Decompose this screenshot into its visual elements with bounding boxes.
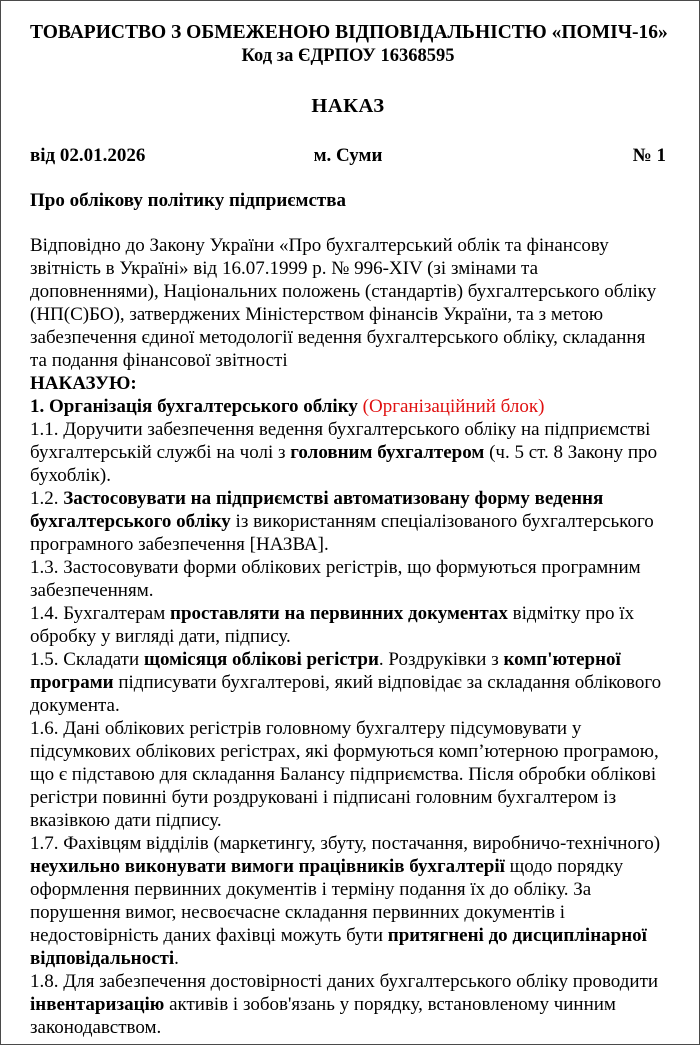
item-1-3 [30, 556, 666, 602]
text-run: 1.8. Для забезпечення достовірності даних бухгалтерського обліку проводити [30, 971, 659, 992]
item-1-1 [30, 418, 666, 487]
text-run: 1.6. Дані облікових регістрів головному бухгалтеру підсумовувати у підсумкових облікових регістрах, які формуються комп’ютерною програмою, що є підставою для складання Балансу підприємства. Після обробки облікові регістри повинні бути роздруковані і підписані головним бухгалтером із вказівкою дати підпису. [30, 718, 659, 831]
text-run: 1.1. Доручити забезпечення ведення бухгалтерського обліку на підприємстві бухгалтерській службі на чолі з [30, 419, 651, 463]
document-city: м. Суми [313, 145, 383, 166]
item-1-5 [30, 648, 666, 717]
document-subject: Про облікову політику підприємства [30, 190, 346, 211]
item-1-8 [30, 970, 666, 1039]
text-run: 1.5. Складати [30, 649, 144, 670]
item-1-2 [30, 487, 666, 556]
doc-body [30, 234, 666, 1039]
text-run: неухильно виконувати вимоги працівників бухгалтерії [30, 856, 505, 877]
document-number: № 1 [632, 145, 666, 166]
text-run: . [174, 948, 179, 969]
text-run: . Роздруківки з [378, 649, 504, 670]
intro-paragraph [30, 234, 666, 372]
text-run: відмітку про їх обробку у вигляді дати, підпису. [30, 603, 635, 647]
item-1-6 [30, 717, 666, 832]
text-run: притягнені до дисциплінарної відповідальності [30, 925, 647, 969]
document-date: від 02.01.2026 [30, 145, 146, 166]
item-1-7 [30, 832, 666, 970]
document-type-title: НАКАЗ [311, 95, 385, 117]
company-name: ТОВАРИСТВО З ОБМЕЖЕНОЮ ВІДПОВІДАЛЬНІСТЮ «ПОМІЧ-16» [30, 22, 668, 43]
text-run: 1.4. Бухгалтерам [30, 603, 171, 624]
text-run: щомісяця облікові регістри [143, 649, 379, 670]
document-meta-row [30, 144, 666, 167]
edrpou-code: Код за ЄДРПОУ 16368595 [241, 46, 455, 66]
text-run: 1.2. [30, 488, 64, 509]
text-run: 1.3. Застосовувати форми облікових регістрів, що формуються програмним забезпеченням. [30, 557, 641, 601]
text-run: інвентаризацію [30, 994, 165, 1015]
text-run: 1. Організація бухгалтерського обліку [30, 396, 358, 417]
text-run: активів і зобов'язань у порядку, встановленому чинним законодавством. [30, 994, 616, 1038]
text-run: НАКАЗУЮ: [30, 373, 137, 394]
item-1-4 [30, 602, 666, 648]
section-1-heading [30, 395, 666, 418]
text-run: головним бухгалтером [290, 442, 485, 463]
text-run: із використанням спеціалізованого бухгалтерського програмного забезпечення [НАЗВА]. [30, 511, 654, 555]
text-run: (ч. 5 ст. 8 Закону про бухоблік). [30, 442, 658, 486]
text-run: проставляти на первинних документах [170, 603, 508, 624]
text-run: 1.7. Фахівцям відділів (маркетингу, збуту, постачання, виробничо-технічного) [30, 833, 661, 854]
text-run: Відповідно до Закону України «Про бухгалтерський облік та фінансову звітність в Україні» від 16.07.1999 р. № 996-XIV (зі змінами та доповненнями), Національних положень (стандартів) бухгалтерського обліку (НП(С)БО), затверджених Міністерством фінансів України, та з метою забезпечення єдиної методології ведення бухгалтерського обліку, складання та подання фінансової звітності [30, 235, 657, 371]
text-run: щодо порядку оформлення первинних документів і терміну подання їх до обліку. За порушення вимог, несвоєчасне складання первинних документів і недостовірність даних фахівці можуть бути [30, 856, 624, 946]
text-run: підписувати бухгалтерові, який відповідає за складання облікового документа. [30, 672, 662, 716]
text-run: Застосовувати на підприємстві автоматизовану форму ведення бухгалтерського обліку [30, 488, 604, 532]
order-verb [30, 372, 666, 395]
text-run: комп'ютерної програми [30, 649, 621, 693]
red-note-text: (Організаційний блок) [357, 396, 545, 417]
